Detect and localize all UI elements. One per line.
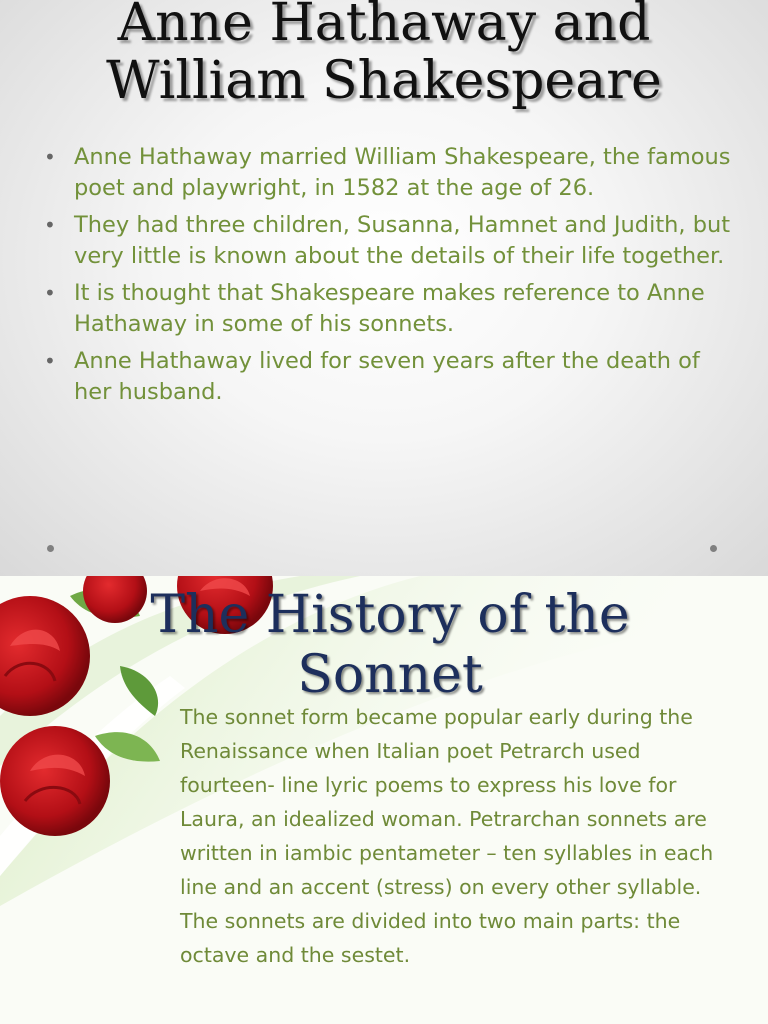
- title-line-2: Sonnet: [297, 645, 483, 705]
- slide-title: [0, 0, 768, 110]
- title-line-2: William Shakespeare: [106, 51, 662, 111]
- bullet-item: [44, 210, 734, 271]
- slide-title: [0, 585, 768, 705]
- bullet-dot-icon: •: [44, 145, 56, 169]
- bullet-dot-icon: •: [44, 213, 56, 237]
- bullet-list: [44, 142, 734, 414]
- rose-icon: [0, 726, 110, 836]
- bullet-item: [44, 278, 734, 339]
- bullet-dot-icon: •: [44, 281, 56, 305]
- bullet-text: They had three children, Susanna, Hamnet and Judith, but very little is known about the details of their life together.: [74, 212, 731, 269]
- title-line-1: The History of the: [150, 585, 630, 645]
- decorative-dot: [47, 545, 54, 552]
- slide-history-of-sonnet: [0, 576, 768, 1024]
- decorative-dot: [710, 545, 717, 552]
- bullet-text: Anne Hathaway married William Shakespeare, the famous poet and playwright, in 1582 at the age of 26.: [74, 144, 731, 201]
- bullet-item: [44, 346, 734, 407]
- bullet-text: Anne Hathaway lived for seven years after the death of her husband.: [74, 348, 700, 405]
- body-paragraph: The sonnet form became popular early during the Renaissance when Italian poet Petrarch used fourteen- line lyric poems to express his love for Laura, an idealized woman. Petrarchan sonnets are written in iambic pentameter – ten syllables in each line and an accent (stress) on every other syllable. The sonnets are divided into two main parts: the octave and the sestet.: [180, 705, 714, 967]
- bullet-dot-icon: •: [44, 349, 56, 373]
- bullet-item: [44, 142, 734, 203]
- title-line-1: Anne Hathaway and: [117, 0, 651, 53]
- bullet-text: It is thought that Shakespeare makes reference to Anne Hathaway in some of his sonnets.: [74, 280, 705, 337]
